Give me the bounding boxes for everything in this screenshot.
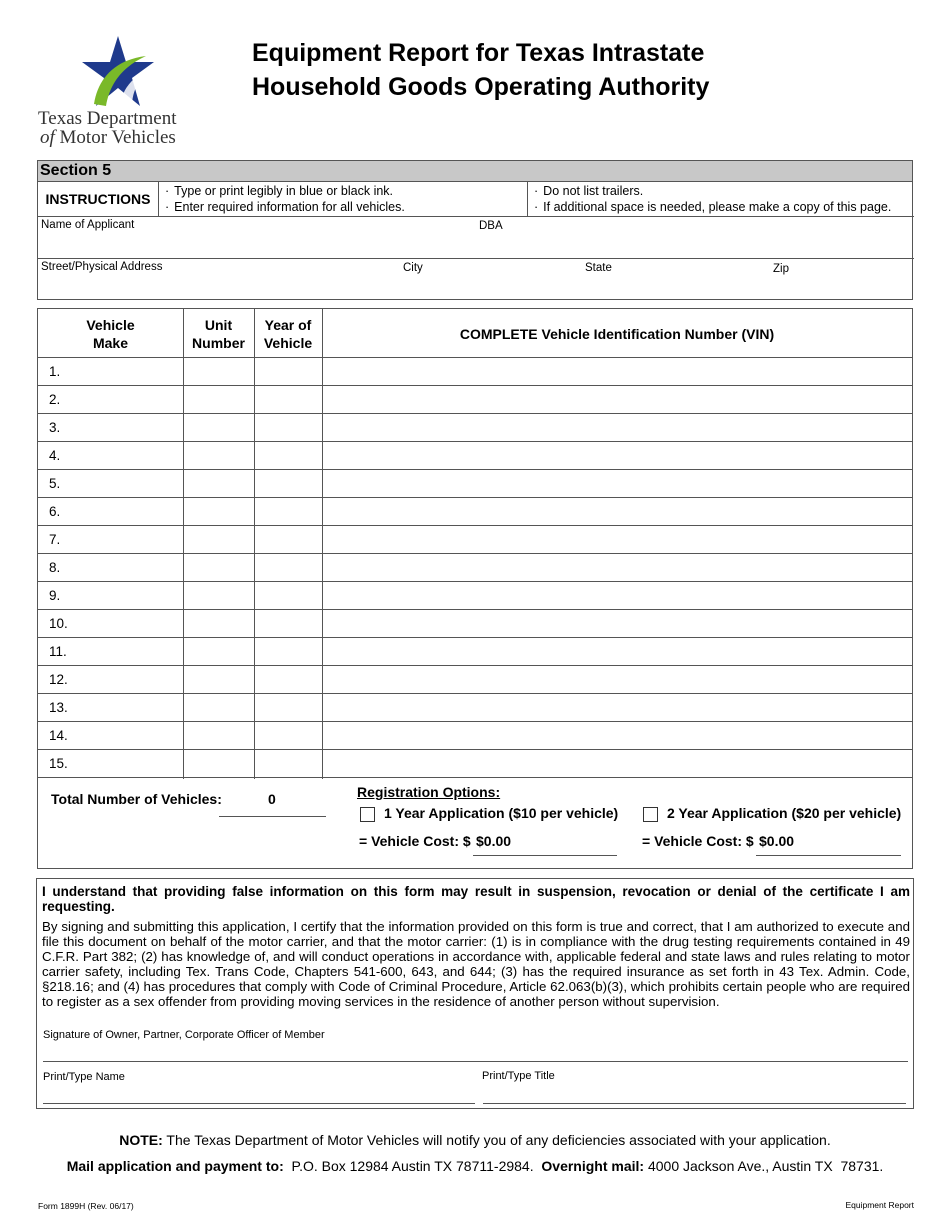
signature-line[interactable]	[43, 1061, 908, 1062]
print-title-line[interactable]	[483, 1103, 906, 1104]
row-number: 6.	[49, 504, 61, 519]
registration-options-title: Registration Options:	[357, 784, 501, 800]
form-number: Form 1899H (Rev. 06/17)	[38, 1201, 134, 1211]
section-header: Section 5	[37, 160, 913, 182]
vehicle-cost-1-underline	[473, 855, 617, 856]
vehicle-cost-2-value[interactable]: $0.00	[759, 833, 795, 849]
total-vehicles-underline	[219, 816, 326, 817]
txdmv-logo	[38, 34, 198, 146]
table-row[interactable]	[38, 358, 912, 386]
table-row[interactable]	[38, 582, 912, 610]
zip-field[interactable]: Zip	[773, 263, 789, 275]
table-row[interactable]	[38, 414, 912, 442]
certification-statement: By signing and submitting this application, I certify that the information provided on this form is true and correct, that I am authorized to execute and file this document on behalf of the motor carrier, and that the motor carrier: (1) is in compliance with the drug testing requirements contained in 49 C.F.R. Part 382; (2) has knowledge of, and will conduct operations in accordance with, applicable federal and state laws and rules relating to motor carrier safety, including Tex. Trans Code, Chapters 541-600, 643, and 644; (3) has the required insurance as set forth in 43 Tex. Admin. Code, §218.16; and (4) has procedures that comply with Code of Criminal Procedure, Article 62.063(b)(3), which prohibits certain people who are required to register as a sex offender from providing moving services in the residence of another person without supervision.	[42, 919, 910, 1009]
row-number: 14.	[49, 728, 68, 743]
row-number: 5.	[49, 476, 61, 491]
mailing-info: Mail application and payment to: P.O. Box 12984 Austin TX 78711-2984. Overnight mail: 4000 Jackson Ave., Austin TX 78731.	[66, 1158, 884, 1174]
header-unit-number: Unit Number	[192, 316, 245, 351]
document-title: Equipment Report for Texas Intrastate Household Goods Operating Authority	[252, 39, 710, 101]
applicant-info-box	[37, 182, 913, 300]
table-row[interactable]	[38, 442, 912, 470]
option-1-year-label: 1 Year Application ($10 per vehicle)	[384, 805, 619, 821]
row-number: 2.	[49, 392, 61, 407]
table-header	[38, 309, 912, 358]
vehicle-cost-1-label: = Vehicle Cost: $	[359, 833, 471, 849]
row-number: 9.	[49, 588, 61, 603]
dba-field[interactable]: DBA	[479, 220, 503, 232]
row-number: 4.	[49, 448, 61, 463]
print-name-label: Print/Type Name	[43, 1071, 125, 1083]
instructions-right: · Do not list trailers. · If additional space is needed, please make a copy of this page.	[527, 182, 914, 217]
header-vehicle-make: Vehicle Make	[86, 316, 135, 351]
street-address-field[interactable]: Street/Physical Address	[41, 261, 163, 273]
option-2-year-label: 2 Year Application ($20 per vehicle)	[667, 805, 902, 821]
table-row[interactable]	[38, 386, 912, 414]
table-row[interactable]	[38, 470, 912, 498]
certification-warning: I understand that providing false information on this form may result in suspension, revocation or denial of the certificate I am requesting.	[42, 884, 910, 914]
table-row[interactable]	[38, 638, 912, 666]
row-number: 1.	[49, 364, 61, 379]
row-number: 3.	[49, 420, 61, 435]
row-number: 15.	[49, 756, 68, 771]
print-title-label: Print/Type Title	[482, 1070, 555, 1082]
table-row[interactable]	[38, 498, 912, 526]
row-number: 8.	[49, 560, 61, 575]
logo-text-line2: of Motor Vehicles	[40, 127, 176, 148]
state-field[interactable]: State	[585, 262, 612, 274]
note-text: NOTE: The Texas Department of Motor Vehicles will notify you of any deficiencies associated with your application.	[119, 1132, 831, 1148]
name-of-applicant-field[interactable]: Name of Applicant	[41, 219, 135, 231]
row-number: 7.	[49, 532, 61, 547]
row-number: 13.	[49, 700, 68, 715]
table-row[interactable]	[38, 722, 912, 750]
print-name-line[interactable]	[43, 1103, 475, 1104]
option-1-year-checkbox[interactable]	[360, 807, 375, 822]
table-row[interactable]	[38, 526, 912, 554]
document-name: Equipment Report	[845, 1200, 914, 1210]
row-number: 10.	[49, 616, 68, 631]
logo-text-line1: Texas Department	[38, 108, 177, 129]
vehicle-cost-1-value[interactable]: $0.00	[476, 833, 512, 849]
star-swoosh-icon	[80, 34, 156, 108]
table-row[interactable]	[38, 554, 912, 582]
vehicle-cost-2-underline	[756, 855, 901, 856]
vehicle-table	[37, 308, 913, 869]
vehicle-cost-2-label: = Vehicle Cost: $	[642, 833, 754, 849]
table-row[interactable]	[38, 750, 912, 778]
table-row[interactable]	[38, 610, 912, 638]
total-vehicles-value[interactable]: 0	[268, 791, 276, 807]
table-row[interactable]	[38, 666, 912, 694]
certification-box	[36, 878, 914, 1109]
instructions-left: · Type or print legibly in blue or black ink. · Enter required information for all vehicles.	[159, 182, 527, 217]
city-field[interactable]: City	[403, 262, 423, 274]
signature-label: Signature of Owner, Partner, Corporate Officer of Member	[43, 1029, 325, 1041]
row-number: 11.	[49, 644, 67, 659]
divider	[38, 258, 914, 259]
row-number: 12.	[49, 672, 68, 687]
total-vehicles-label: Total Number of Vehicles:	[51, 791, 222, 807]
header-year-of-vehicle: Year of Vehicle	[263, 316, 313, 351]
option-2-year-checkbox[interactable]	[643, 807, 658, 822]
table-row[interactable]	[38, 694, 912, 722]
header-vin: COMPLETE Vehicle Identification Number (VIN)	[459, 325, 775, 342]
instructions-label: INSTRUCTIONS	[38, 182, 159, 217]
